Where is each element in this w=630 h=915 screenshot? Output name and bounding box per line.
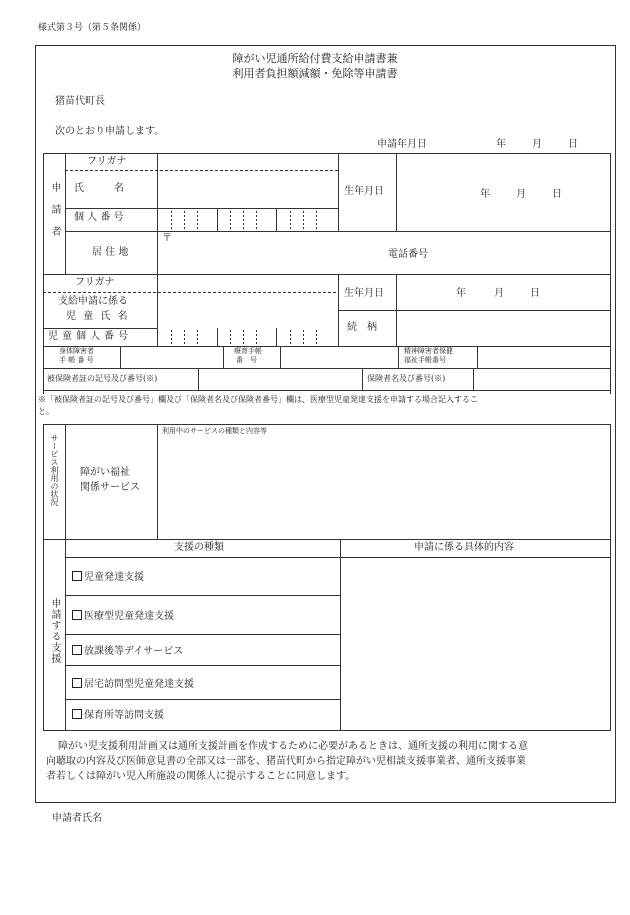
- checkbox-icon[interactable]: [72, 571, 82, 581]
- child-name-label-line2: 児 童 氏 名: [66, 311, 130, 322]
- support-item-nursery-visit[interactable]: 保育所等訪問支援: [72, 709, 164, 721]
- child-birth-year: 年: [456, 288, 466, 299]
- child-birth-month: 月: [494, 288, 504, 299]
- insurer-label: 保険者名及び番号(※): [367, 374, 446, 383]
- checkbox-icon[interactable]: [72, 610, 82, 620]
- welfare-service-label-2: 関係サービス: [80, 482, 140, 493]
- service-status-section-label: サービス利用の状況: [50, 434, 59, 506]
- welfare-service-label-1: 障がい福祉: [80, 467, 130, 478]
- applicant-id-label: 個 人 番 号: [74, 212, 124, 223]
- date-month: 月: [532, 139, 542, 150]
- addressee: 猪苗代町長: [55, 96, 105, 107]
- date-year: 年: [496, 139, 506, 150]
- support-section-label: 申請する支援: [49, 598, 60, 664]
- support-item-home-visit[interactable]: 居宅訪問型児童発達支援: [72, 678, 194, 690]
- support-item-after-school[interactable]: 放課後等デイサービス: [72, 645, 183, 657]
- relation-label: 続 柄: [347, 322, 377, 333]
- child-name-label-line1: 支給申請に係る: [58, 296, 128, 307]
- checkbox-icon[interactable]: [72, 645, 82, 655]
- support-detail-header: 申請に係る具体的内容: [414, 542, 514, 553]
- mental-cert-label-1: 精神障害者保健: [404, 347, 453, 355]
- physical-cert-label-1: 身体障害者: [59, 347, 94, 355]
- applicant-birth-month: 月: [516, 189, 526, 200]
- mental-cert-label-2: 福祉手帳番号: [404, 356, 446, 364]
- applicant-section-label: 申請者: [49, 182, 60, 248]
- rehab-cert-label-1: 療育手帳: [234, 347, 262, 355]
- form-title-line2: 利用者負担額減額・免除等申請書: [232, 67, 398, 80]
- consent-line1: 障がい児支援利用計画又は通所支援計画を作成するために必要があるときは、通所支援の利用に関する意: [58, 741, 528, 752]
- postal-mark: 〒: [162, 233, 172, 244]
- child-furigana-label: フリガナ: [75, 277, 115, 288]
- checkbox-icon[interactable]: [72, 709, 82, 719]
- checkbox-icon[interactable]: [72, 678, 82, 688]
- form-number: 様式第３号（第５条関係）: [38, 23, 147, 33]
- support-type-header: 支援の種類: [174, 542, 224, 553]
- insured-label: 被保険者証の記号及び番号(※): [47, 374, 158, 383]
- applicant-birth-label: 生年月日: [344, 186, 384, 197]
- applicant-birth-year: 年: [480, 189, 490, 200]
- support-item-medical-development[interactable]: 医療型児童発達支援: [72, 610, 174, 622]
- service-content-label: 利用中のサービスの種類と内容等: [162, 427, 267, 435]
- child-birth-day: 日: [530, 288, 540, 299]
- child-birth-label: 生年月日: [344, 288, 384, 299]
- consent-line2: 向聴取の内容及び医師意見書の全部又は一部を、猪苗代町から指定障がい児相談支援事業者、通所支援事業: [46, 756, 526, 767]
- rehab-cert-label-2: 番 号: [236, 356, 257, 364]
- applicant-birth-day: 日: [552, 189, 562, 200]
- intro-text: 次のとおり申請します。: [55, 126, 165, 137]
- form-title-line1: 障がい児通所給付費支給申請書兼: [232, 52, 398, 65]
- applicant-address-label: 居 住 地: [92, 247, 129, 258]
- applicant-name-label: 氏 名: [74, 183, 124, 194]
- date-day: 日: [568, 139, 578, 150]
- applicant-furigana-label: フリガナ: [87, 156, 127, 167]
- signature-label: 申請者氏名: [52, 813, 102, 824]
- consent-line3: 者若しくは障がい児入所施設の関係人に提示することに同意します。: [46, 771, 356, 782]
- phone-label: 電話番号: [388, 249, 428, 260]
- support-item-child-development[interactable]: 児童発達支援: [72, 571, 144, 583]
- physical-cert-label-2: 手 帳 番 号: [59, 356, 94, 364]
- note-line2: と。: [38, 407, 54, 416]
- date-label: 申請年月日: [377, 139, 427, 150]
- note-line1: ※「被保険者証の記号及び番号」欄及び「保険者名及び保険者番号」欄は、医療型児童発達支援を申請する場合記入するこ: [38, 395, 478, 404]
- child-id-label: 児童個人番号: [48, 331, 132, 342]
